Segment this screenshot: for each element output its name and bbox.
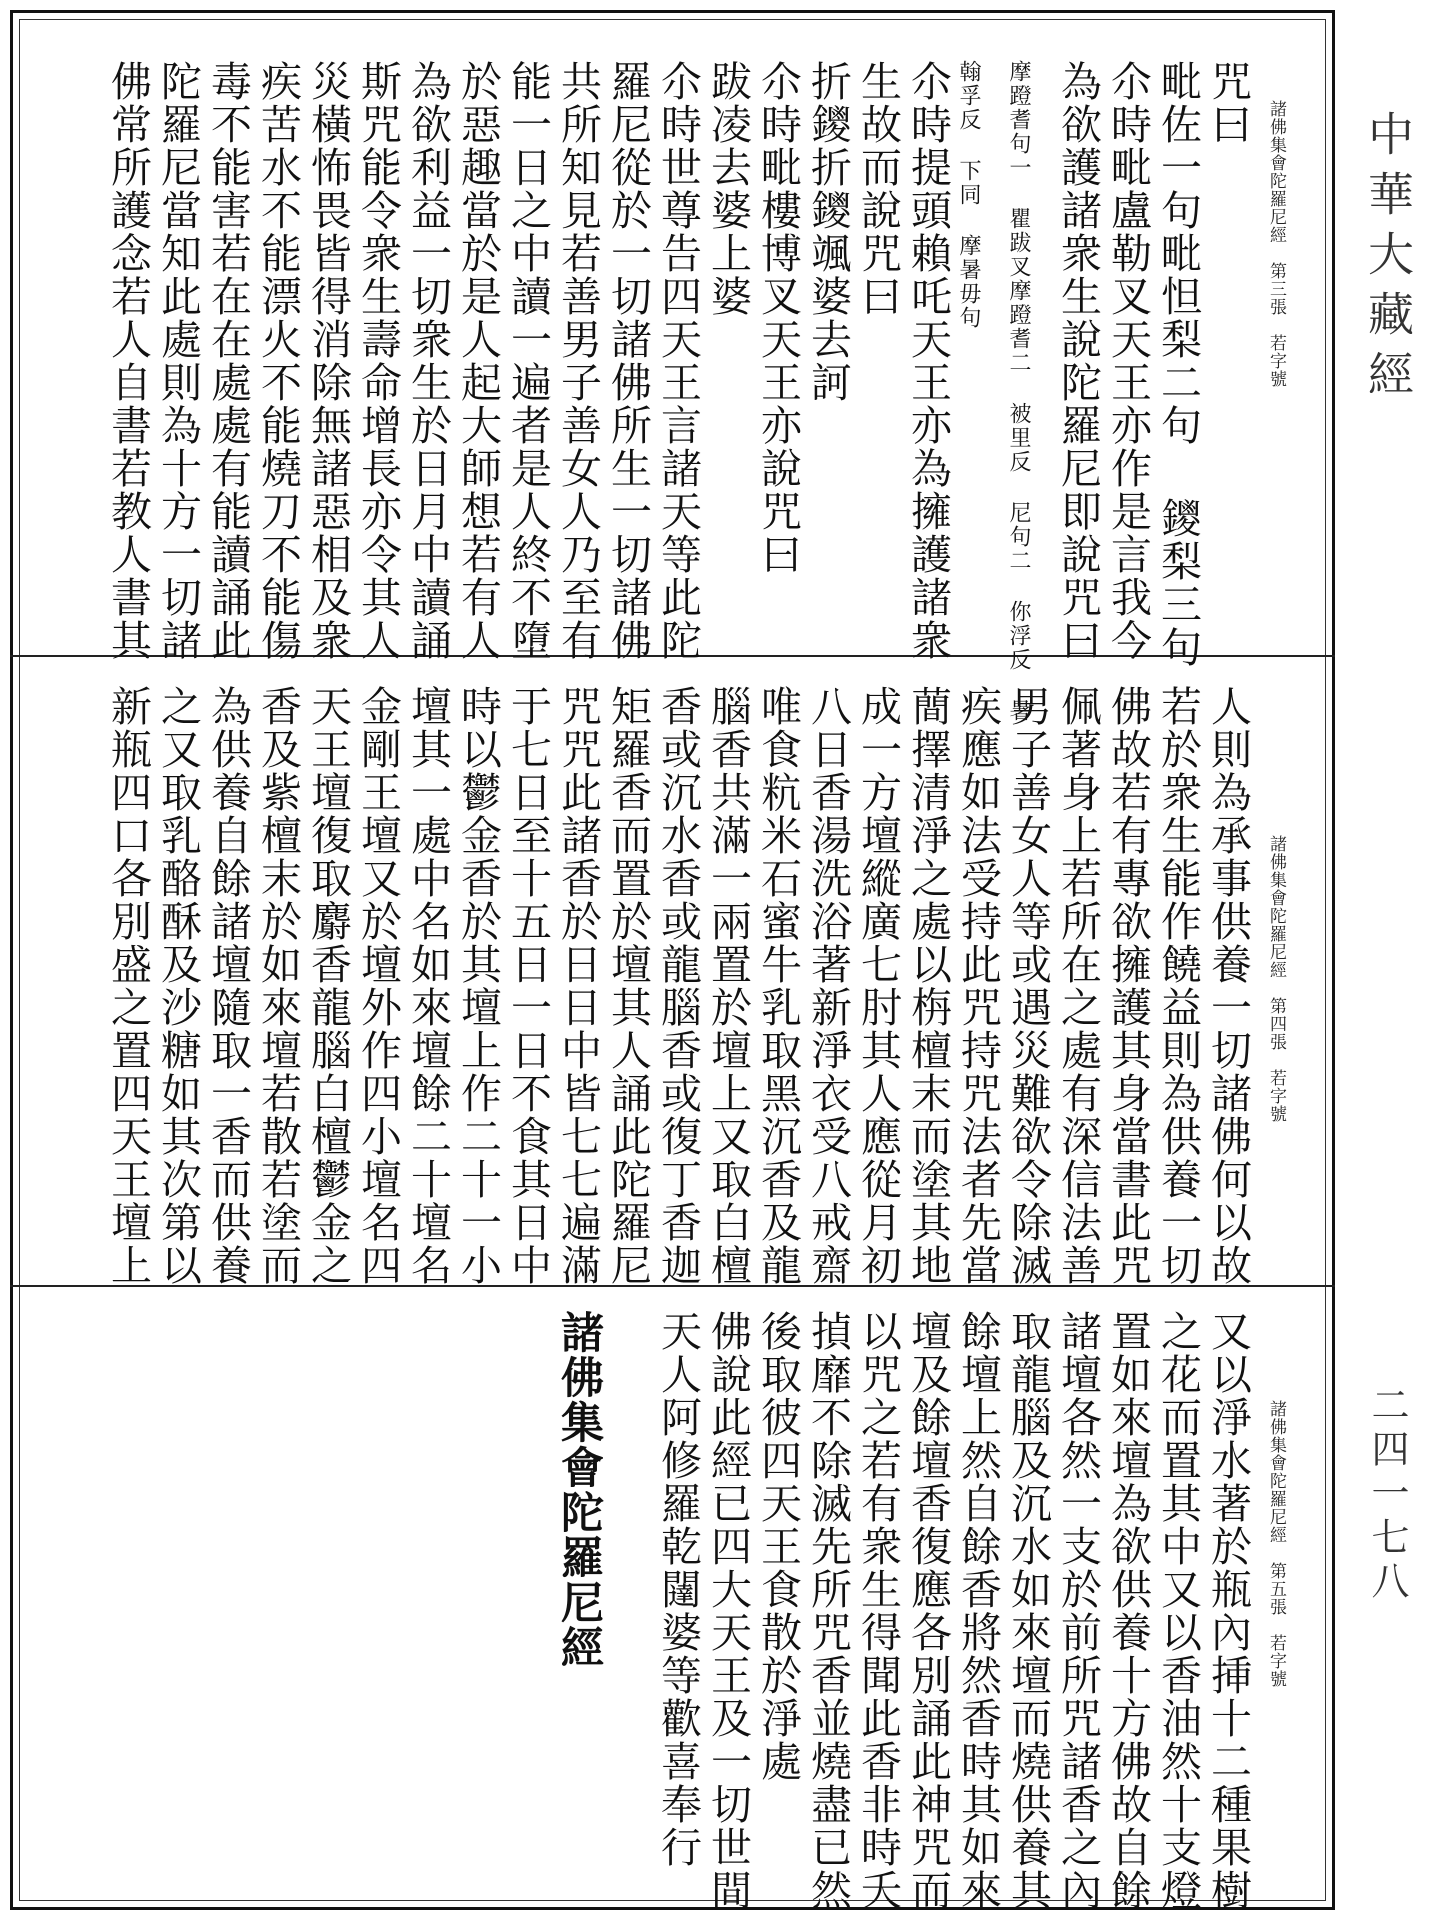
text-column: 佛常所護念若人自書若教人書其 [104,60,152,662]
text-column: 成一方壇縱廣七肘其人應從月初 [854,685,902,1287]
sutra-title: 諸佛集會陀羅尼經 [554,1310,604,1670]
text-column: 疾苦水不能漂火不能燒刀不能傷 [254,60,302,662]
text-column: 後取彼四天王食散於淨處 [754,1310,802,1783]
text-column: 翰孚反 下同 摩暑毋句 [956,60,981,330]
text-column: 餘壇上然自餘香將然香時其如來 [954,1310,1002,1912]
text-column: 香或沉水香或龍腦香或復丁香迦 [654,685,702,1287]
text-column: 又以淨水著於瓶內挿十二種果樹 [1204,1310,1252,1912]
text-column: 咒曰 [1204,60,1252,146]
text-column: 壇及餘壇香復應各別誦此神咒而 [904,1310,952,1912]
text-column: 咒咒此諸香於日日中皆七七遍滿 [554,685,602,1287]
text-column: 於惡趣當於是人起大師想若有人 [454,60,502,662]
text-column: 羅尼從於一切諸佛所生一切諸佛 [604,60,652,662]
text-column: 佛故若有專欲擁護其身當書此咒 [1104,685,1152,1287]
text-column: 壇其一處中名如來壇餘二十壇名 [404,685,452,1287]
panel-header: 諸佛集會陀羅尼經 第四張 若字號 [1266,835,1286,1123]
text-column: 腦香共滿一兩置於壇上又取白檀 [704,685,752,1287]
text-column: 摩蹬耆句一 瞿跋叉摩蹬耆二 被里反 尼句二 你浮反 暑 [1006,60,1031,723]
text-column: 以咒之若有衆生得聞此香非時夭 [854,1310,902,1912]
panel-header: 諸佛集會陀羅尼經 第五張 若字號 [1266,1400,1286,1688]
text-column: 取龍腦及沉水如來壇而燒供養其 [1004,1310,1052,1912]
text-column: 金剛王壇又於壇外作四小壇名四 [354,685,402,1287]
text-column: 毒不能害若在在處處有能讀誦此 [204,60,252,662]
text-column: 蕳擇清淨之處以栴檀末而塗其地 [904,685,952,1287]
panel-top [22,60,1322,723]
text-column: 斯咒能令衆生壽命增長亦令其人 [354,60,402,662]
text-column: 于七日至十五日一日不食其日中 [504,685,552,1287]
text-column: 天人阿修羅乾闥婆等歡喜奉行 [654,1310,702,1869]
text-column: 矩羅香而置於壇其人誦此陀羅尼 [604,685,652,1287]
text-column: 尒時毗樓博叉天王亦說咒曰 [754,60,802,576]
collection-title: 中華大藏經 [1361,110,1415,410]
text-column: 揁靡不除滅先所咒香並燒盡已然 [804,1310,852,1912]
text-column: 之花而置其中又以香油然十支燈 [1154,1310,1202,1912]
text-column: 八日香湯洗浴著新淨衣受八戒齋 [804,685,852,1287]
text-column: 佩著身上若所在之處有深信法善 [1054,685,1102,1287]
text-column: 陀羅尼當知此處則為十方一切諸 [154,60,202,662]
text-column: 跋凌去婆上婆 [704,60,752,318]
text-column: 生故而說咒曰 [854,60,902,318]
panel-bottom [22,1310,1322,1912]
text-column: 折鑁折鑁颯婆去訶 [804,60,852,404]
text-column: 尒時世尊告四天王言諸天等此陀 [654,60,702,662]
text-column: 諸壇各然一支於前所咒諸香之內 [1054,1310,1102,1912]
text-column: 時以鬱金香於其壇上作二十一小 [454,685,502,1287]
text-column: 置如來壇為欲供養十方佛故自餘 [1104,1310,1152,1912]
text-column: 佛說此經已四大天王及一切世間 [704,1310,752,1912]
text-column: 能一日之中讀一遍者是人終不墮 [504,60,552,662]
text-column: 天王壇復取麝香龍腦白檀鬱金之 [304,685,352,1287]
text-column: 唯食粇米石蜜牛乳取黑沉香及龍 [754,685,802,1287]
text-column: 疾應如法受持此咒持咒法者先當 [954,685,1002,1287]
panel-header: 諸佛集會陀羅尼經 第三張 若字號 [1266,100,1286,388]
text-column: 若於衆生能作饒益則為供養一切 [1154,685,1202,1287]
text-column: 之又取乳酪酥及沙糖如其次第以 [154,685,202,1287]
text-column: 為供養自餘諸壇隨取一香而供養 [204,685,252,1287]
text-column: 人則為承事供養一切諸佛何以故 [1204,685,1252,1287]
text-column: 毗佐一句毗怛梨二句 鑁梨三句 [1154,60,1202,669]
text-column: 尒時提頭賴吒天王亦為擁護諸衆 [904,60,952,662]
panel-middle [22,685,1322,1287]
text-column: 男子善女人等或遇災難欲令除滅 [1004,685,1052,1287]
text-column: 共所知見若善男子善女人乃至有 [554,60,602,662]
text-column: 災橫怖畏皆得消除無諸惡相及衆 [304,60,352,662]
text-column: 為欲利益一切衆生於日月中讀誦 [404,60,452,662]
text-column: 尒時毗盧勒叉天王亦作是言我今 [1104,60,1152,662]
text-column: 為欲護諸衆生說陀羅尼即說咒曰 [1054,60,1102,662]
page-number: 二四一七八 [1365,1385,1409,1605]
text-column: 香及紫檀末於如來壇若散若塗而 [254,685,302,1287]
text-column: 新瓶四口各別盛之置四天王壇上 [104,685,152,1287]
